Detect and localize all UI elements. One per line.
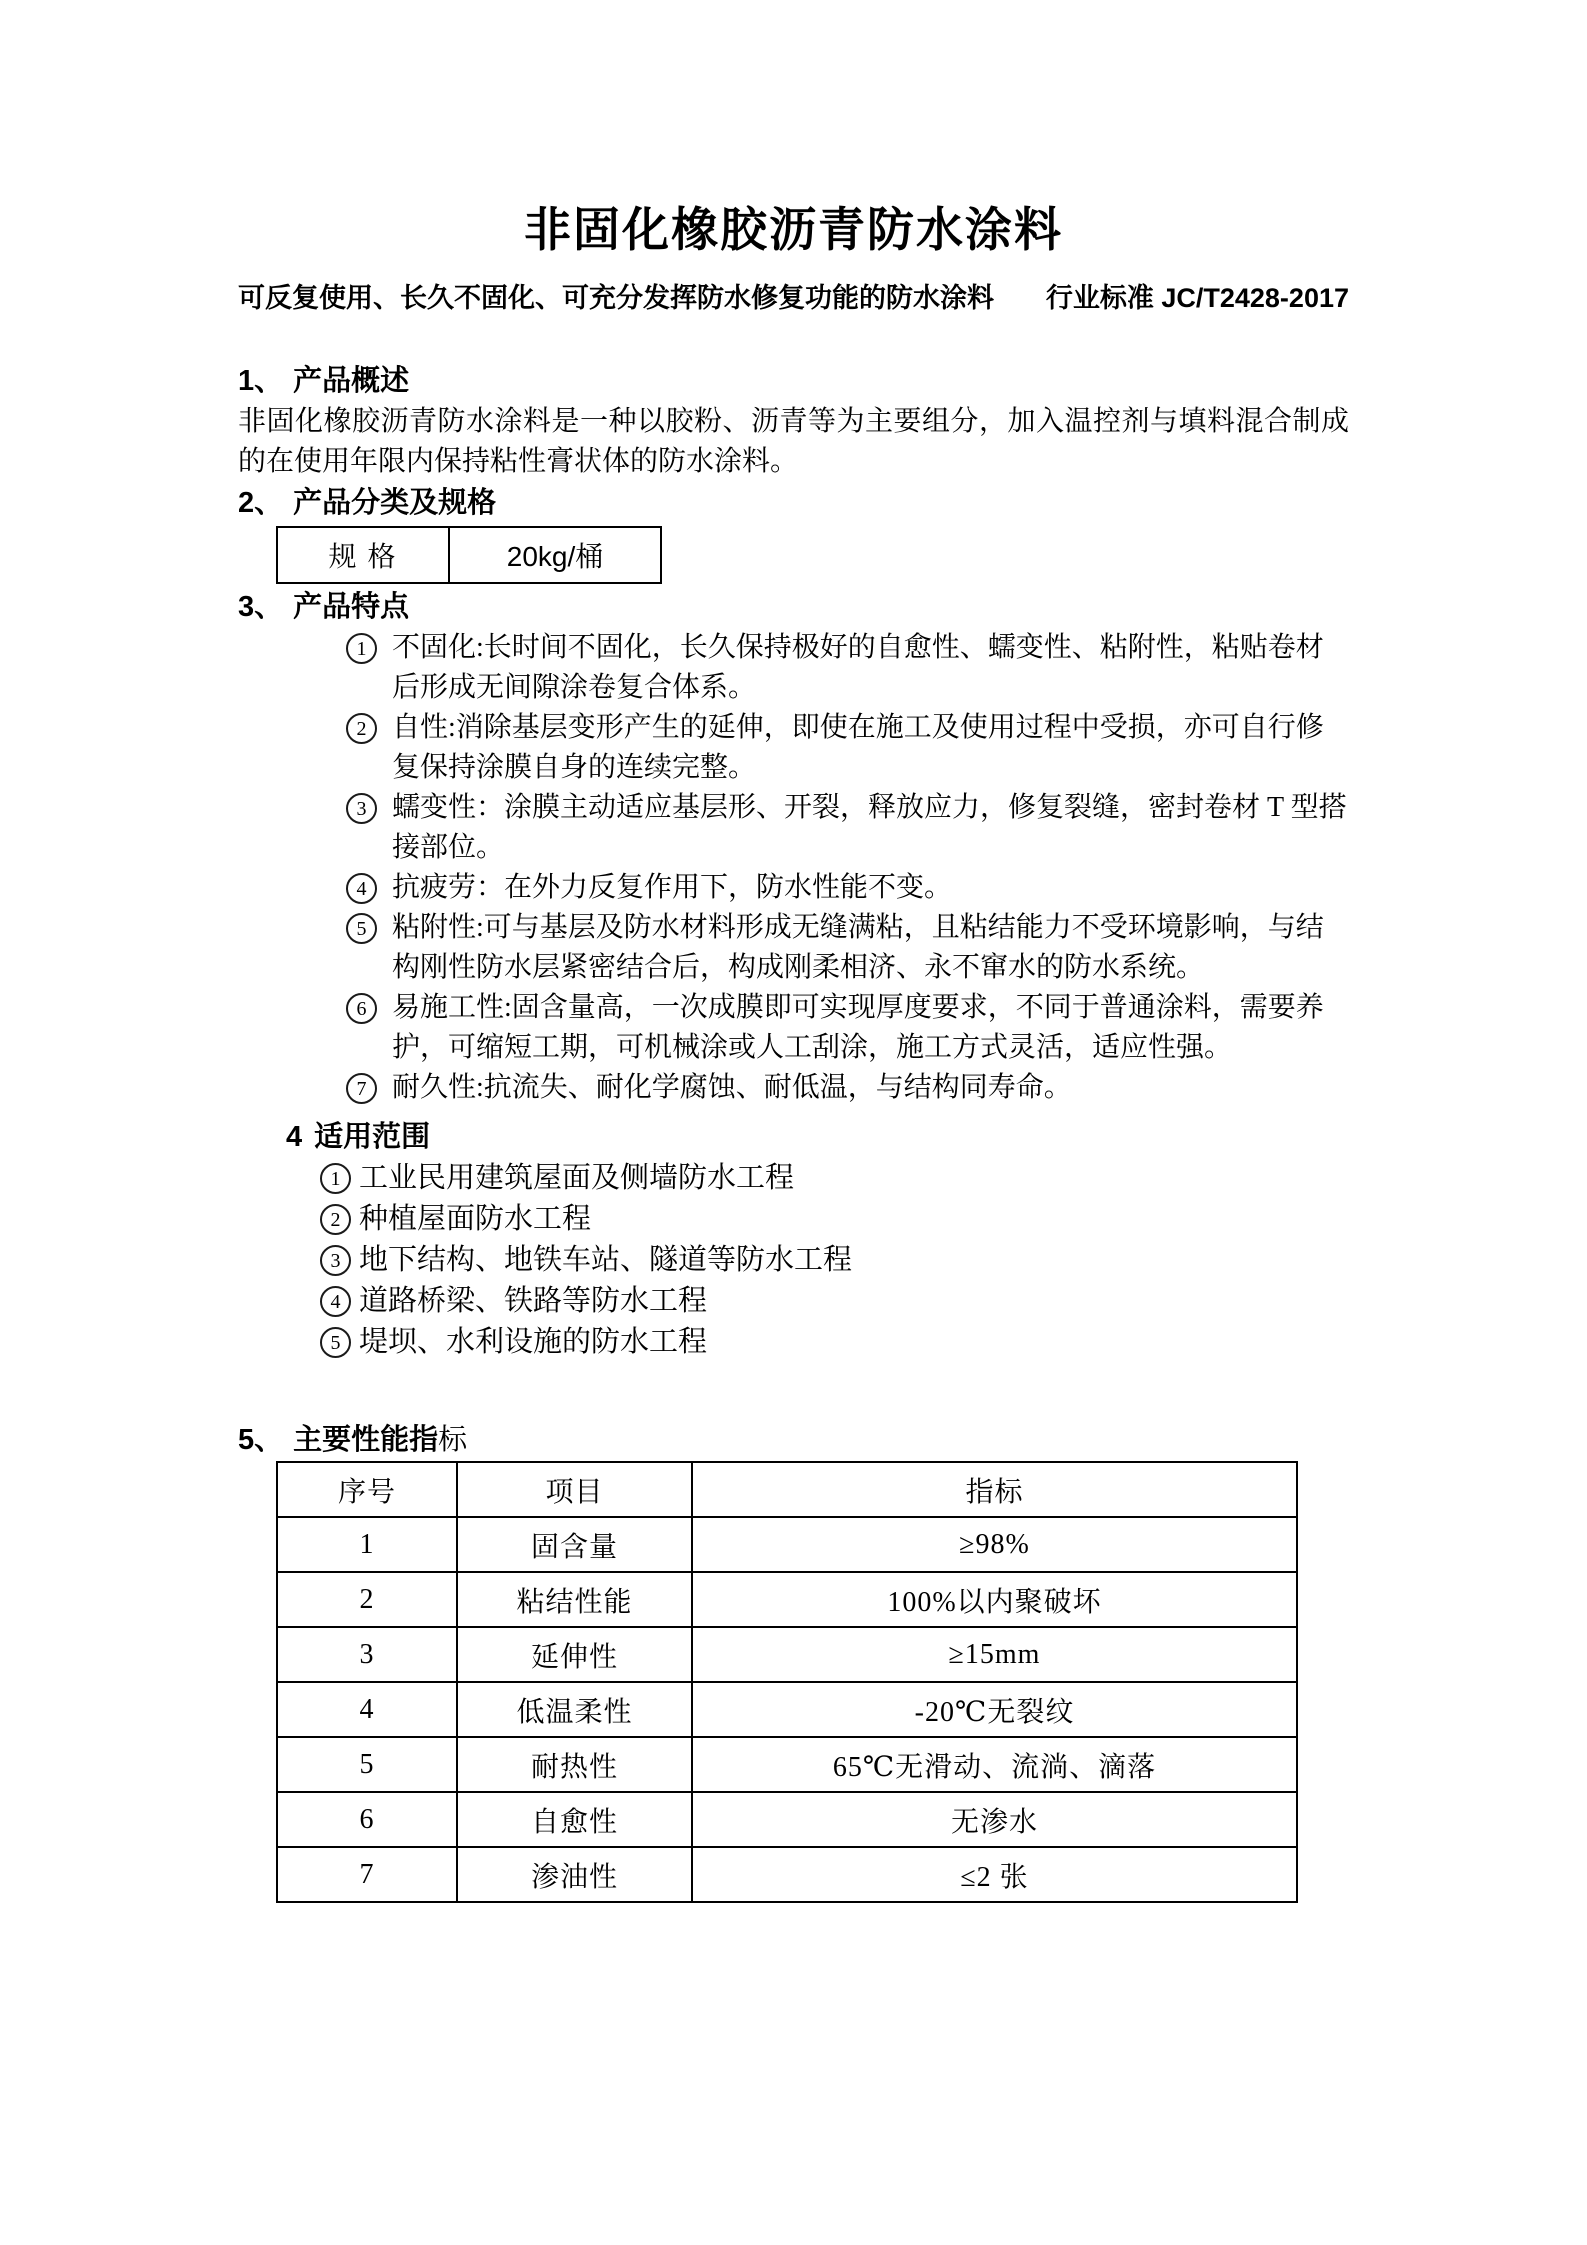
cell-index: ≥98% bbox=[692, 1517, 1297, 1572]
feature-text: 不固化:长时间不固化，长久保持极好的自愈性、蠕变性、粘附性，粘贴卷材后形成无间隙涂卷复合体系。 bbox=[392, 632, 1324, 703]
circled-number-icon: 3 bbox=[346, 793, 377, 824]
feature-text: 粘附性:可与基层及防水材料形成无缝满粘，且粘结能力不受环境影响，与结构刚性防水层紧密结合后，构成刚柔相济、永不窜水的防水系统。 bbox=[392, 912, 1324, 983]
spec-value-cell: 20kg/桶 bbox=[449, 527, 661, 583]
document-subtitle bbox=[238, 280, 1349, 316]
cell-index: ≤2 张 bbox=[692, 1847, 1297, 1902]
circled-number-icon: 1 bbox=[346, 633, 377, 664]
feature-text: 耐久性:抗流失、耐化学腐蚀、耐低温，与结构同寿命。 bbox=[392, 1072, 1072, 1103]
section-4-number: 4 bbox=[286, 1121, 303, 1153]
feature-item bbox=[346, 788, 1349, 868]
feature-item bbox=[346, 628, 1349, 708]
feature-item bbox=[346, 868, 1349, 908]
cell-index: 无渗水 bbox=[692, 1792, 1297, 1847]
performance-table-header-row bbox=[277, 1462, 1297, 1517]
cell-index: 65℃无滑动、流淌、滴落 bbox=[692, 1737, 1297, 1792]
document-content bbox=[0, 200, 1587, 1903]
circled-number-icon: 5 bbox=[346, 913, 377, 944]
scope-item bbox=[320, 1240, 1349, 1281]
section-5-number: 5、 bbox=[238, 1424, 284, 1456]
section-3-heading bbox=[238, 586, 1349, 628]
spec-table-row bbox=[277, 527, 661, 583]
cell-item: 延伸性 bbox=[457, 1627, 692, 1682]
section-4-heading bbox=[286, 1116, 1349, 1158]
section-4-title: 适用范围 bbox=[314, 1121, 431, 1153]
product-overview-paragraph: 非固化橡胶沥青防水涂料是一种以胶粉、沥青等为主要组分，加入温控剂与填料混合制成的在使用年限内保持粘性膏状体的防水涂料。 bbox=[238, 406, 1349, 477]
subtitle-standard-code: 行业标准 JC/T2428-2017 bbox=[1045, 283, 1349, 313]
circled-number-icon: 4 bbox=[346, 873, 377, 904]
scope-text: 地下结构、地铁车站、隧道等防水工程 bbox=[359, 1244, 853, 1276]
scope-item bbox=[320, 1281, 1349, 1322]
section-2-number: 2、 bbox=[238, 487, 284, 519]
section-1-number: 1、 bbox=[238, 365, 284, 397]
table-row bbox=[277, 1847, 1297, 1902]
circled-number-icon: 2 bbox=[320, 1204, 351, 1235]
circled-number-icon: 2 bbox=[346, 713, 377, 744]
cell-serial: 7 bbox=[277, 1847, 457, 1902]
cell-item: 粘结性能 bbox=[457, 1572, 692, 1627]
table-row bbox=[277, 1517, 1297, 1572]
scope-text: 堤坝、水利设施的防水工程 bbox=[359, 1326, 708, 1358]
cell-item: 低温柔性 bbox=[457, 1682, 692, 1737]
section-3-number: 3、 bbox=[238, 591, 284, 623]
document-title: 非固化橡胶沥青防水涂料 bbox=[524, 205, 1063, 257]
cell-item: 固含量 bbox=[457, 1517, 692, 1572]
feature-item bbox=[346, 908, 1349, 988]
table-row bbox=[277, 1572, 1297, 1627]
circled-number-icon: 7 bbox=[346, 1073, 377, 1104]
spec-label-cell: 规 格 bbox=[277, 527, 449, 583]
section-5-title-tail: 标 bbox=[438, 1424, 468, 1456]
subtitle-description: 可反复使用、长久不固化、可充分发挥防水修复功能的防水涂料 bbox=[238, 283, 994, 313]
cell-serial: 5 bbox=[277, 1737, 457, 1792]
section-5-heading bbox=[238, 1419, 1349, 1461]
table-row bbox=[277, 1792, 1297, 1847]
cell-item: 耐热性 bbox=[457, 1737, 692, 1792]
feature-text: 抗疲劳：在外力反复作用下，防水性能不变。 bbox=[392, 872, 953, 903]
spec-table bbox=[276, 526, 662, 584]
cell-index: -20℃无裂纹 bbox=[692, 1682, 1297, 1737]
scope-text: 种植屋面防水工程 bbox=[359, 1203, 592, 1235]
section-5-title-bold: 主要性能指 bbox=[293, 1424, 439, 1456]
feature-text: 蠕变性：涂膜主动适应基层形、开裂，释放应力，修复裂缝，密封卷材 T 型搭接部位。 bbox=[392, 792, 1347, 863]
feature-text: 自性:消除基层变形产生的延伸，即使在施工及使用过程中受损，亦可自行修复保持涂膜自身的连续完整。 bbox=[392, 712, 1324, 783]
circled-number-icon: 1 bbox=[320, 1163, 351, 1194]
section-2-heading bbox=[238, 482, 1349, 524]
cell-index: 100%以内聚破坏 bbox=[692, 1572, 1297, 1627]
section-1-title: 产品概述 bbox=[293, 365, 410, 397]
header-cell-index: 指标 bbox=[692, 1462, 1297, 1517]
circled-number-icon: 3 bbox=[320, 1245, 351, 1276]
circled-number-icon: 4 bbox=[320, 1286, 351, 1317]
scope-item bbox=[320, 1199, 1349, 1240]
table-row bbox=[277, 1627, 1297, 1682]
application-scope-list bbox=[238, 1158, 1349, 1363]
section-2-title: 产品分类及规格 bbox=[293, 487, 497, 519]
scope-text: 道路桥梁、铁路等防水工程 bbox=[359, 1285, 708, 1317]
feature-text: 易施工性:固含量高，一次成膜即可实现厚度要求，不同于普通涂料，需要养护，可缩短工期，可机械涂或人工刮涂，施工方式灵活，适应性强。 bbox=[392, 992, 1324, 1063]
scope-item bbox=[320, 1158, 1349, 1199]
section-3-title: 产品特点 bbox=[293, 591, 410, 623]
cell-serial: 1 bbox=[277, 1517, 457, 1572]
scope-item bbox=[320, 1322, 1349, 1363]
product-features-list bbox=[238, 628, 1349, 1108]
feature-item bbox=[346, 1068, 1349, 1108]
cell-item: 渗油性 bbox=[457, 1847, 692, 1902]
feature-item bbox=[346, 988, 1349, 1068]
feature-item bbox=[346, 708, 1349, 788]
table-row bbox=[277, 1737, 1297, 1792]
cell-item: 自愈性 bbox=[457, 1792, 692, 1847]
performance-table bbox=[276, 1461, 1298, 1903]
cell-serial: 6 bbox=[277, 1792, 457, 1847]
header-cell-serial: 序号 bbox=[277, 1462, 457, 1517]
table-row bbox=[277, 1682, 1297, 1737]
cell-serial: 2 bbox=[277, 1572, 457, 1627]
cell-index: ≥15mm bbox=[692, 1627, 1297, 1682]
circled-number-icon: 5 bbox=[320, 1327, 351, 1358]
scope-text: 工业民用建筑屋面及侧墙防水工程 bbox=[359, 1162, 795, 1194]
header-cell-item: 项目 bbox=[457, 1462, 692, 1517]
circled-number-icon: 6 bbox=[346, 993, 377, 1024]
section-1-heading bbox=[238, 360, 1349, 402]
cell-serial: 3 bbox=[277, 1627, 457, 1682]
cell-serial: 4 bbox=[277, 1682, 457, 1737]
